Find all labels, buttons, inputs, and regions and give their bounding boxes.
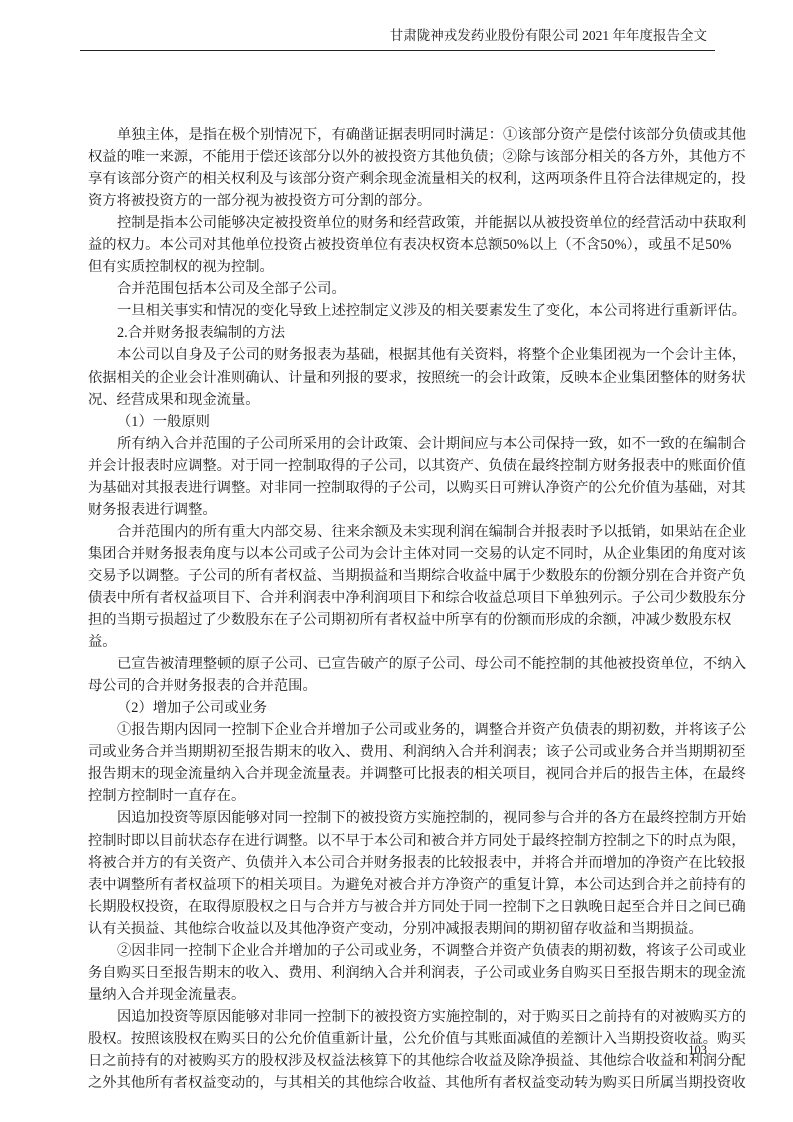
text-line: 将被合并方的有关资产、负债并入本公司合并财务报表的比较报表中，并将合并而增加的净资产在比较报	[88, 854, 746, 871]
text-line: ②因非同一控制下企业合并增加的子公司或业务，不调整合并资产负债表的期初数，将该子公司或业	[117, 942, 747, 959]
text-line: 因追加投资等原因能够对同一控制下的被投资方实施控制的，视同参与合并的各方在最终控制方开始	[117, 810, 747, 827]
text-line: 享有该部分资产的相关权利及与该部分资产剩余现金流量相关的权利，这两项条件且符合法律规定的，投	[88, 171, 746, 188]
text-line: 报告期末的现金流量纳入合并现金流量表。并调整可比报表的相关项目，视同合并后的报告主体，在最终	[88, 766, 746, 783]
paragraph	[88, 433, 747, 521]
paragraph	[88, 344, 747, 410]
body-text	[88, 124, 747, 1094]
text-line: 权益的唯一来源，不能用于偿还该部分以外的被投资方其他负债；②除与该部分相关的各方外，其他方不	[88, 149, 746, 166]
text-line: 但有实质控制权的视为控制。	[88, 259, 274, 276]
text-line: 司或业务合并当期期初至报告期末的收入、费用、利润纳入合并利润表；该子公司或业务合并当期期初至	[88, 744, 746, 761]
text-line: 资方将被投资方的一部分视为被投资方可分割的部分。	[88, 193, 432, 210]
text-line: 已宣告被清理整顿的原子公司、已宣告破产的原子公司、母公司不能控制的其他被投资单位，不纳入	[117, 656, 747, 673]
text-line: 控制是指本公司能够决定被投资单位的财务和经营政策，并能据以从被投资单位的经营活动中获取利	[117, 215, 747, 232]
text-line: 控制方控制时一直存在。	[88, 788, 246, 805]
text-line: 集团合并财务报表角度与以本公司或子公司为会计主体对同一交易的认定不同时，从企业集团的角度对该	[88, 545, 746, 562]
text-line: 之外其他所有者权益变动的，与其相关的其他综合收益、其他所有者权益变动转为购买日所属当期投资收	[88, 1075, 746, 1092]
text-line: 2.合并财务报表编制的方法	[117, 325, 285, 342]
text-line: 交易予以调整。子公司的所有者权益、当期损益和当期综合收益中属于少数股东的份额分别在合并资产负	[88, 567, 746, 584]
text-line: 本公司以自身及子公司的财务报表为基础，根据其他有关资料，将整个企业集团视为一个会计主体，	[117, 347, 747, 364]
text-line: 一旦相关事实和情况的变化导致上述控制定义涉及的相关要素发生了变化，本公司将进行重新评估。	[117, 303, 747, 320]
text-line: 母公司的合并财务报表的合并范围。	[88, 678, 317, 695]
paragraph	[88, 807, 747, 939]
paragraph	[88, 322, 708, 344]
paragraph	[88, 411, 708, 433]
text-line: （2）增加子公司或业务	[117, 700, 268, 717]
text-line: 益。	[88, 634, 117, 651]
text-line: （1）一般原则	[117, 413, 210, 430]
text-line: 股权。按照该股权在购买日的公允价值重新计量，公允价值与其账面减值的差额计入当期投资收益。购买	[88, 1030, 746, 1047]
running-header: 甘肃陇神戎发药业股份有限公司 2021 年年度报告全文	[389, 28, 707, 43]
text-line: 依据相关的企业会计准则确认、计量和列报的要求，按照统一的会计政策，反映本企业集团整体的财务状	[88, 369, 746, 386]
text-line: 况、经营成果和现金流量。	[88, 391, 260, 408]
paragraph	[88, 719, 747, 807]
page-number: 103	[688, 1043, 707, 1057]
text-line: 并会计报表时应调整。对于同一控制取得的子公司，以其资产、负债在最终控制方财务报表中的账面价值	[88, 457, 746, 474]
paragraph	[88, 278, 708, 300]
text-line: 表中调整所有者权益项下的相关项目。为避免对被合并方净资产的重复计算，本公司达到合并之前持有的	[88, 876, 746, 893]
text-line: 务自购买日至报告期末的收入、费用、利润纳入合并利润表，子公司或业务自购买日至报告期末的现金流	[88, 964, 746, 981]
text-line: 所有纳入合并范围的子公司所采用的会计政策、会计期间应与本公司保持一致，如不一致的在编制合	[117, 435, 747, 452]
paragraph	[88, 212, 747, 278]
paragraph	[88, 940, 747, 1006]
paragraph	[88, 300, 747, 322]
text-line: 财务报表进行调整。	[88, 501, 217, 518]
paragraph	[88, 697, 708, 719]
text-line: 合并范围包括本公司及全部子公司。	[117, 281, 346, 298]
text-line: 益的权力。本公司对其他单位投资占被投资单位有表决权资本总额50%以上（不含50%），或虽不足50%	[88, 237, 732, 254]
text-line: 认有关损益、其他综合收益以及其他净资产变动，分别冲减报表期间的期初留存收益和当期损益。	[88, 920, 703, 937]
text-line: 长期股权投资，在取得原股权之日与合并方与被合并方同处于同一控制下之日孰晚日起至合并日之间已确	[88, 898, 746, 915]
header-rule	[80, 50, 715, 51]
text-line: ①报告期内因同一控制下企业合并增加子公司或业务的，调整合并资产负债表的期初数，并将该子公	[117, 722, 747, 739]
text-line: 债表中所有者权益项目下、合并利润表中净利润项目下和综合收益总项目下单独列示。子公司少数股东分	[88, 589, 746, 606]
text-line: 因追加投资等原因能够对非同一控制下的被投资方实施控制的，对于购买日之前持有的对被购买方的	[117, 1008, 747, 1025]
text-line: 日之前持有的对被购买方的股权涉及权益法核算下的其他综合收益及除净损益、其他综合收益和利润分配	[88, 1052, 746, 1069]
text-line: 合并范围内的所有重大内部交易、往来余额及未实现利润在编制合并报表时予以抵销，如果站在企业	[117, 523, 747, 540]
text-line: 为基础对其报表进行调整。对非同一控制取得的子公司，以购买日可辨认净资产的公允价值为基础，对其	[88, 479, 746, 496]
paragraph	[88, 124, 747, 212]
text-line: 控制时即以目前状态存在进行调整。以不早于本公司和被合并方同处于最终控制方控制之下的时点为限，	[88, 832, 746, 849]
paragraph	[88, 521, 747, 653]
text-line: 单独主体，是指在极个别情况下，有确凿证据表明同时满足：①该部分资产是偿付该部分负债或其他	[117, 127, 747, 143]
text-line: 担的当期亏损超过了少数股东在子公司期初所有者权益中所享有的份额而形成的余额，冲减少数股东权	[88, 612, 732, 629]
paragraph	[88, 653, 747, 697]
paragraph	[88, 1006, 747, 1094]
text-line: 量纳入合并现金流量表。	[88, 986, 246, 1003]
